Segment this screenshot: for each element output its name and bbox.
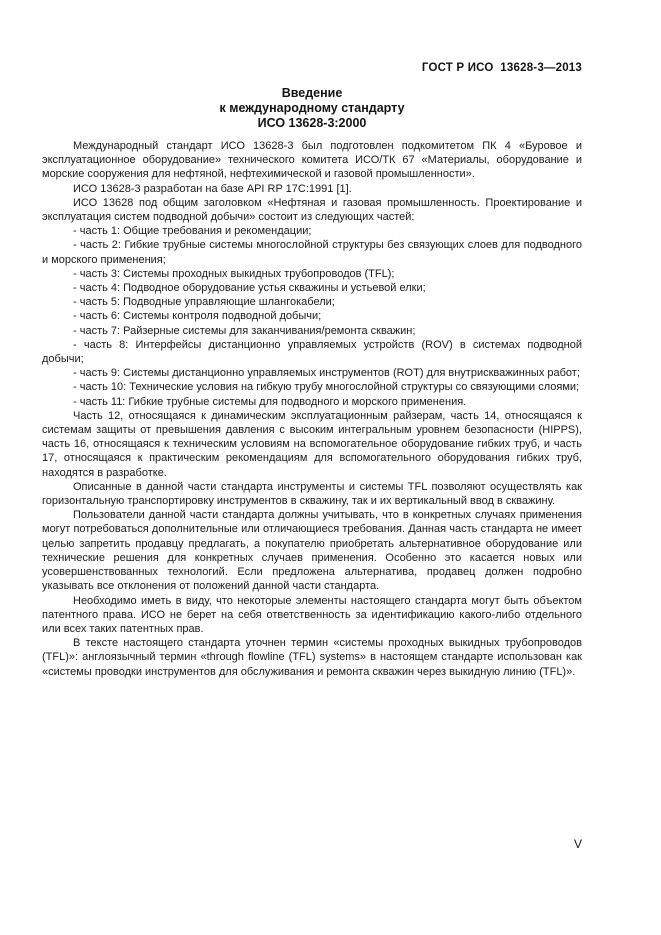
paragraph-tfl-systems: Описанные в данной части стандарта инструменты и системы TFL позволяют осуществлять как горизонтальную транспортировку инструментов в скважину, так и их вертикальный ввод в скважину. xyxy=(42,480,582,508)
paragraph-in-development: Часть 12, относящаяся к динамическим эксплуатационным райзерам, часть 14, относящаяся к системам защиты от превышения давления с высоким интегральным уровнем безопасности (HIPPS), часть 16, относящаяся к техническим условиям на вспомогательное оборудование гибких труб, и часть 17, относящаяся к практическим рекомендациям для вспомогательного оборудования гибких труб, находятся в разработке. xyxy=(42,409,582,479)
page-number: V xyxy=(573,837,582,851)
section-title-line-2: к международному стандарту xyxy=(219,100,405,115)
list-item-part-4: - часть 4: Подводное оборудование устья скважины и устьевой елки; xyxy=(73,282,426,295)
paragraph-patent-note: Необходимо иметь в виду, что некоторые элементы настоящего стандарта могут быть объектом патентного права. ИСО не берет на себя ответственность за идентификацию какого-либо отдельного или всех таких патентных прав. xyxy=(42,594,582,635)
section-title-line-3: ИСО 13628-3:2000 xyxy=(257,115,367,130)
list-item-part-3: - часть 3: Системы проходных выкидных трубопроводов (TFL); xyxy=(73,267,395,280)
section-title xyxy=(42,86,582,130)
section-title-line-1: Введение xyxy=(281,86,343,100)
list-item-part-6: - часть 6: Системы контроля подводной добычи; xyxy=(73,310,322,323)
list-item-part-5: - часть 5: Подводные управляющие шлангокабели; xyxy=(73,296,335,309)
list-item-part-8: - часть 8: Интерфейсы дистанционно управляемых устройств (ROV) в системах подводной добычи; xyxy=(42,338,582,366)
paragraph-users-note: Пользователи данной части стандарта должны учитывать, что в конкретных случаях применения могут потребоваться дополнительные или отличающиеся требования. Данная часть стандарта не имеет целью запретить продавцу предлагать, а покупателю приобретать альтернативное оборудование или технические решения для конкретных случаев применения. Особенно это касается новых или усовершенствованных технологий. Если предложена альтернатива, продавец должен подробно указывать все отклонения от положений данной части стандарта. xyxy=(42,509,582,593)
list-item-part-2: - часть 2: Гибкие трубные системы многослойной структуры без связующих слоев для подводного и морского применения; xyxy=(42,239,582,266)
paragraph-term-note: В тексте настоящего стандарта уточнен термин «системы проходных выкидных трубопроводов (TFL)»: англоязычный термин «through flowline (TFL) systems» в настоящем стандарте использован как «системы проводки инструментов для обслуживания и ремонта скважин через выкидную линию (TFL)». xyxy=(42,637,582,678)
list-item-part-10: - часть 10: Технические условия на гибкую трубу многослойной структуры со связующими слоями; xyxy=(73,381,580,394)
paragraph-intro: Международный стандарт ИСО 13628-3 был подготовлен подкомитетом ПК 4 «Буровое и эксплуатационное оборудование» технического комитета ИСО/ТК 67 «Материалы, оборудование и морские сооружения для нефтяной, нефтехимической и газовой промышленности». xyxy=(42,140,582,181)
list-item-part-7: - часть 7: Райзерные системы для заканчивания/ремонта скважин; xyxy=(73,324,416,337)
list-item-part-1: - часть 1: Общие требования и рекомендации; xyxy=(73,225,312,238)
document-designation-header: ГОСТ Р ИСО 13628-3—2013 xyxy=(421,62,582,74)
paragraph-basis: ИСО 13628-3 разработан на базе API RP 17C:1991 [1]. xyxy=(73,182,352,195)
body-text xyxy=(42,139,582,679)
list-item-part-9: - часть 9: Системы дистанционно управляемых инструментов (ROT) для внутрискважинных работ; xyxy=(73,367,580,380)
list-item-part-11: - часть 11: Гибкие трубные системы для подводного и морского применения. xyxy=(73,395,467,408)
paragraph-parts-lead: ИСО 13628 под общим заголовком «Нефтяная и газовая промышленность. Проектирование и эксплуатация систем подводной добычи» состоит из следующих частей: xyxy=(42,196,582,224)
